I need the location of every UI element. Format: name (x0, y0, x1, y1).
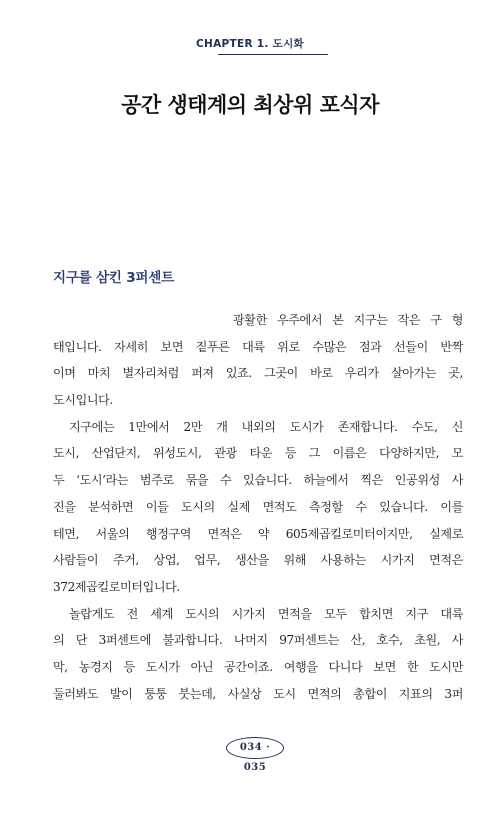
body-line: 테면, 서울의 행정구역 면적은 약 605제곱킬로미터이지만, 실제로 (53, 526, 463, 541)
body-line: 372제곱킬로미터입니다. (53, 579, 180, 594)
chapter-label: CHAPTER 1. 도시화 (196, 38, 304, 50)
page-number-badge: 034 · 035 (226, 737, 284, 759)
body-line: 태입니다. 자세히 보면 짙푸른 대륙 위로 수많은 점과 선들이 반짝 (53, 339, 463, 354)
body-line: 도시, 산업단지, 위성도시, 관광 타운 등 그 이름은 다양하지만, 모 (53, 446, 463, 461)
body-line: 광활한 우주에서 본 지구는 작은 구 형 (233, 313, 463, 327)
body-line: 이며 마치 별자리처럼 퍼져 있죠. 그곳이 바로 우리가 살아가는 곳, (53, 366, 463, 381)
body-line: 도시입니다. (53, 393, 113, 408)
chapter-underline (218, 54, 328, 55)
page-title: 공간 생태계의 최상위 포식자 (121, 93, 379, 117)
body-line: 진을 분석하면 이들 도시의 실제 면적도 측정할 수 있습니다. 이를 (53, 499, 463, 514)
body-text (53, 307, 463, 707)
body-line: 사람들이 주거, 상업, 업무, 생산을 위해 사용하는 시가지 면적은 (53, 553, 463, 568)
body-line: 막, 농경지 등 도시가 아닌 공간이죠. 여행을 다니다 보면 한 도시만 (53, 659, 463, 674)
section-heading: 지구를 삼킨 3퍼센트 (53, 270, 174, 286)
body-line: 둘러봐도 발이 퉁퉁 붓는데, 사실상 도시 면적의 총합이 지표의 3퍼 (53, 686, 463, 701)
body-line: 의 단 3퍼센트에 불과합니다. 나머지 97퍼센트는 산, 호수, 초원, 사 (53, 633, 463, 648)
body-line: 두 ‘도시’라는 범주로 묶을 수 있습니다. 하늘에서 찍은 인공위성 사 (53, 473, 463, 488)
body-line: 놀랍게도 전 세계 도시의 시가지 면적을 모두 합치면 지구 대륙 (69, 606, 463, 621)
body-line: 지구에는 1만에서 2만 개 내외의 도시가 존재합니다. 수도, 신 (69, 419, 463, 434)
